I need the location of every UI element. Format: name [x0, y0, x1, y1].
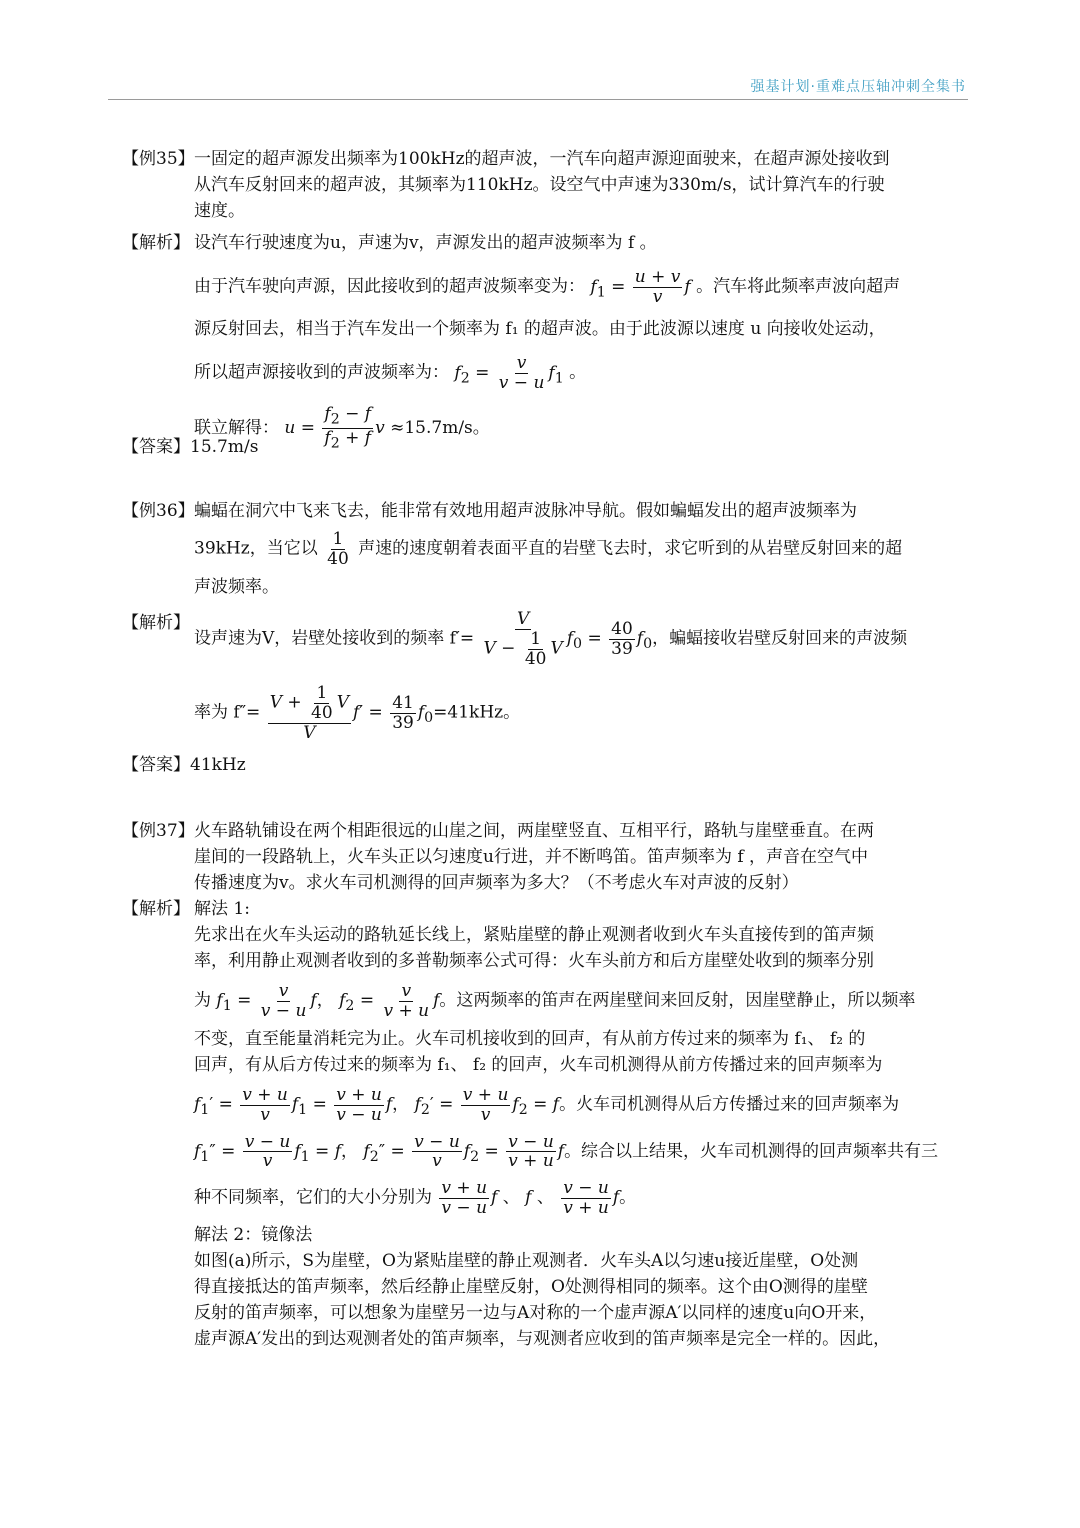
example-37-tag: 【例37】	[122, 821, 195, 841]
ex36-solution-line-1: 设声速为V，岩壁处接收到的频率 f′= V V − $\frac{1}{40}$ V $f_0$ = $\frac{40}{39}$ $f_0$，蝙蝠接收岩壁反射回来的声波频	[194, 609, 908, 669]
ex37-para-line-3: 为 $f_1$ = $\frac{v}{v - u}$ f， $f_2$ = $\frac{v}{v + u}$ f。这两频率的笛声在两崖壁间来回反射，因崖壁静止，所以频率	[194, 981, 916, 1021]
example-35-tag: 【例35】	[122, 149, 195, 169]
ex35-solution-line-4: 所以超声源接收到的声波频率为： $f_2$ = $\frac{v}{v - u}$ $f_1$ 。	[194, 353, 587, 394]
formula-f1: $f_1$ = $\frac{u + v}{v}$ f	[590, 267, 691, 307]
ex35-solution-line-3: 源反射回去，相当于汽车发出一个频率为 f₁ 的超声波。由于此波源以速度 u 向接收处运动，	[194, 319, 886, 340]
header-title: 强基计划·重难点压轴冲刺全集书	[750, 79, 966, 95]
fraction-1-40: $\frac{1}{40}$	[327, 529, 349, 569]
ex36-solution-line-2: 率为 f″= V + $\frac{1}{40}$ V V f′ = $\frac{41}{39}$ $f_0=41kHz$。	[194, 683, 521, 743]
ex37-question-line-2: 崖间的一段路轨上，火车头正以匀速度u行进，并不断鸣笛。笛声频率为 f ，声音在空气中	[194, 847, 869, 867]
ex37-para-line-2: 率，利用静止观测者收到的多普勒频率公式可得：火车头前方和后方崖壁处收到的频率分别	[194, 951, 874, 971]
ex36-answer: 【答案】41kHz	[122, 755, 246, 775]
ex35-solution-tag: 【解析】	[122, 233, 190, 253]
formula-f2: $f_2$ = $\frac{v}{v - u}$ $f_1$	[454, 353, 564, 394]
example-36-tag: 【例36】	[122, 501, 195, 521]
ex37-question-line-3: 传播速度为v。求火车司机测得的回声频率为多大？（不考虑火车对声波的反射）	[194, 873, 799, 893]
ex35-answer: 【答案】15.7m/s	[122, 437, 259, 457]
ex36-solution-tag: 【解析】	[122, 613, 190, 634]
ex36-question-line-3: 声波频率。	[194, 577, 279, 598]
ex37-solution-tag: 【解析】	[122, 899, 190, 919]
formula-f-double-prime: V + $\frac{1}{40}$ V V	[269, 683, 349, 743]
ex36-question-line-2: 39kHz，当它以 $\frac{1}{40}$ 声速的速度朝着表面平直的岩壁飞去时，求它听到的从岩壁反射回来的超	[194, 529, 903, 569]
formula-u: u = $\frac{f_2 - f}{f_2 + f}$ v	[284, 403, 385, 452]
ex37-para-line-1: 先求出在火车头运动的路轨延长线上，紧贴崖壁的静止观测者收到火车头直接传到的笛声频	[194, 925, 874, 945]
ex35-solution-line-1: 设汽车行驶速度为u，声速为v，声源发出的超声波频率为 f 。	[194, 233, 657, 253]
example-35	[122, 146, 964, 452]
ex35-question-line-3: 速度。	[194, 201, 245, 221]
ex37-method-1: 解法 1:	[194, 899, 250, 919]
ex37-method-2: 解法 2：镜像法	[194, 1224, 313, 1245]
ex37-para-line-5: 回声，有从后方传过来的频率为 f₁、 f₂ 的回声，火车司机测得从前方传播过来的回声频率为	[194, 1055, 883, 1076]
ex37-para-line-11: 反射的笛声频率，可以想象为崖壁另一边与A对称的一个虚声源A′以同样的速度u向O开来，	[194, 1302, 877, 1323]
ex37-question-line-1: 火车路轨铺设在两个相距很远的山崖之间，两崖壁竖直、互相平行，路轨与崖壁垂直。在两	[194, 821, 874, 841]
example-36	[122, 498, 964, 743]
example-37	[122, 818, 964, 1352]
ex37-para-line-6: $f_1'$ = $\frac{v + u}{v}$ $f_1$ = $\frac{v + u}{v - u}$ f， $f_2'$ = $\frac{v + u}{v}$ $f_2 = f$。火车司机测得从后方传播过来的回声频率为	[194, 1085, 900, 1126]
ex37-para-line-10: 得直接抵达的笛声频率，然后经静止崖壁反射，O处测得相同的频率。这个由O测得的崖壁	[194, 1276, 868, 1297]
ex37-para-line-12: 虚声源A′发出的到达观测者处的笛声频率，与观测者应收到的笛声频率是完全一样的。因此，	[194, 1328, 891, 1349]
ex35-question-line-1: 一固定的超声源发出频率为100kHz的超声波，一汽车向超声源迎面驶来，在超声源处接收到	[194, 149, 890, 169]
ex37-para-line-4: 不变，直至能量消耗完为止。火车司机接收到的回声，有从前方传过来的频率为 f₁、 f₂ 的	[194, 1029, 866, 1050]
formula-f-prime: V V − $\frac{1}{40}$ V	[483, 609, 563, 669]
ex36-question-line-1: 蝙蝠在洞穴中飞来飞去，能非常有效地用超声波脉冲导航。假如蝙蝠发出的超声波频率为	[194, 501, 857, 521]
ex37-para-line-7: $f_1''$ = $\frac{v - u}{v}$ $f_1 = f$， $f_2''$ = $\frac{v - u}{v}$ $f_2$ = $\frac{v - u}{v + u}$ f。综合以上结果，火车司机测得的回声频率共有三	[194, 1131, 939, 1172]
header-rule	[108, 99, 968, 100]
ex35-solution-line-5: 联立解得： u = $\frac{f_2 - f}{f_2 + f}$ v ≈15.7m/s。	[194, 403, 490, 452]
ex37-para-line-8: 种不同频率，它们的大小分别为 $\frac{v + u}{v - u}$ f 、 f 、 $\frac{v - u}{v + u}$ f。	[194, 1178, 637, 1218]
ex37-para-line-9: 如图(a)所示，S为崖壁，O为紧贴崖壁的静止观测者．火车头A以匀速u接近崖壁，O处测	[194, 1250, 859, 1271]
ex35-solution-line-2: 由于汽车驶向声源，因此接收到的超声波频率变为： $f_1$ = $\frac{u + v}{v}$ f 。汽车将此频率声波向超声	[194, 267, 901, 307]
ex35-question-line-2: 从汽车反射回来的超声波，其频率为110kHz。设空气中声速为330m/s，试计算汽车的行驶	[194, 175, 885, 195]
